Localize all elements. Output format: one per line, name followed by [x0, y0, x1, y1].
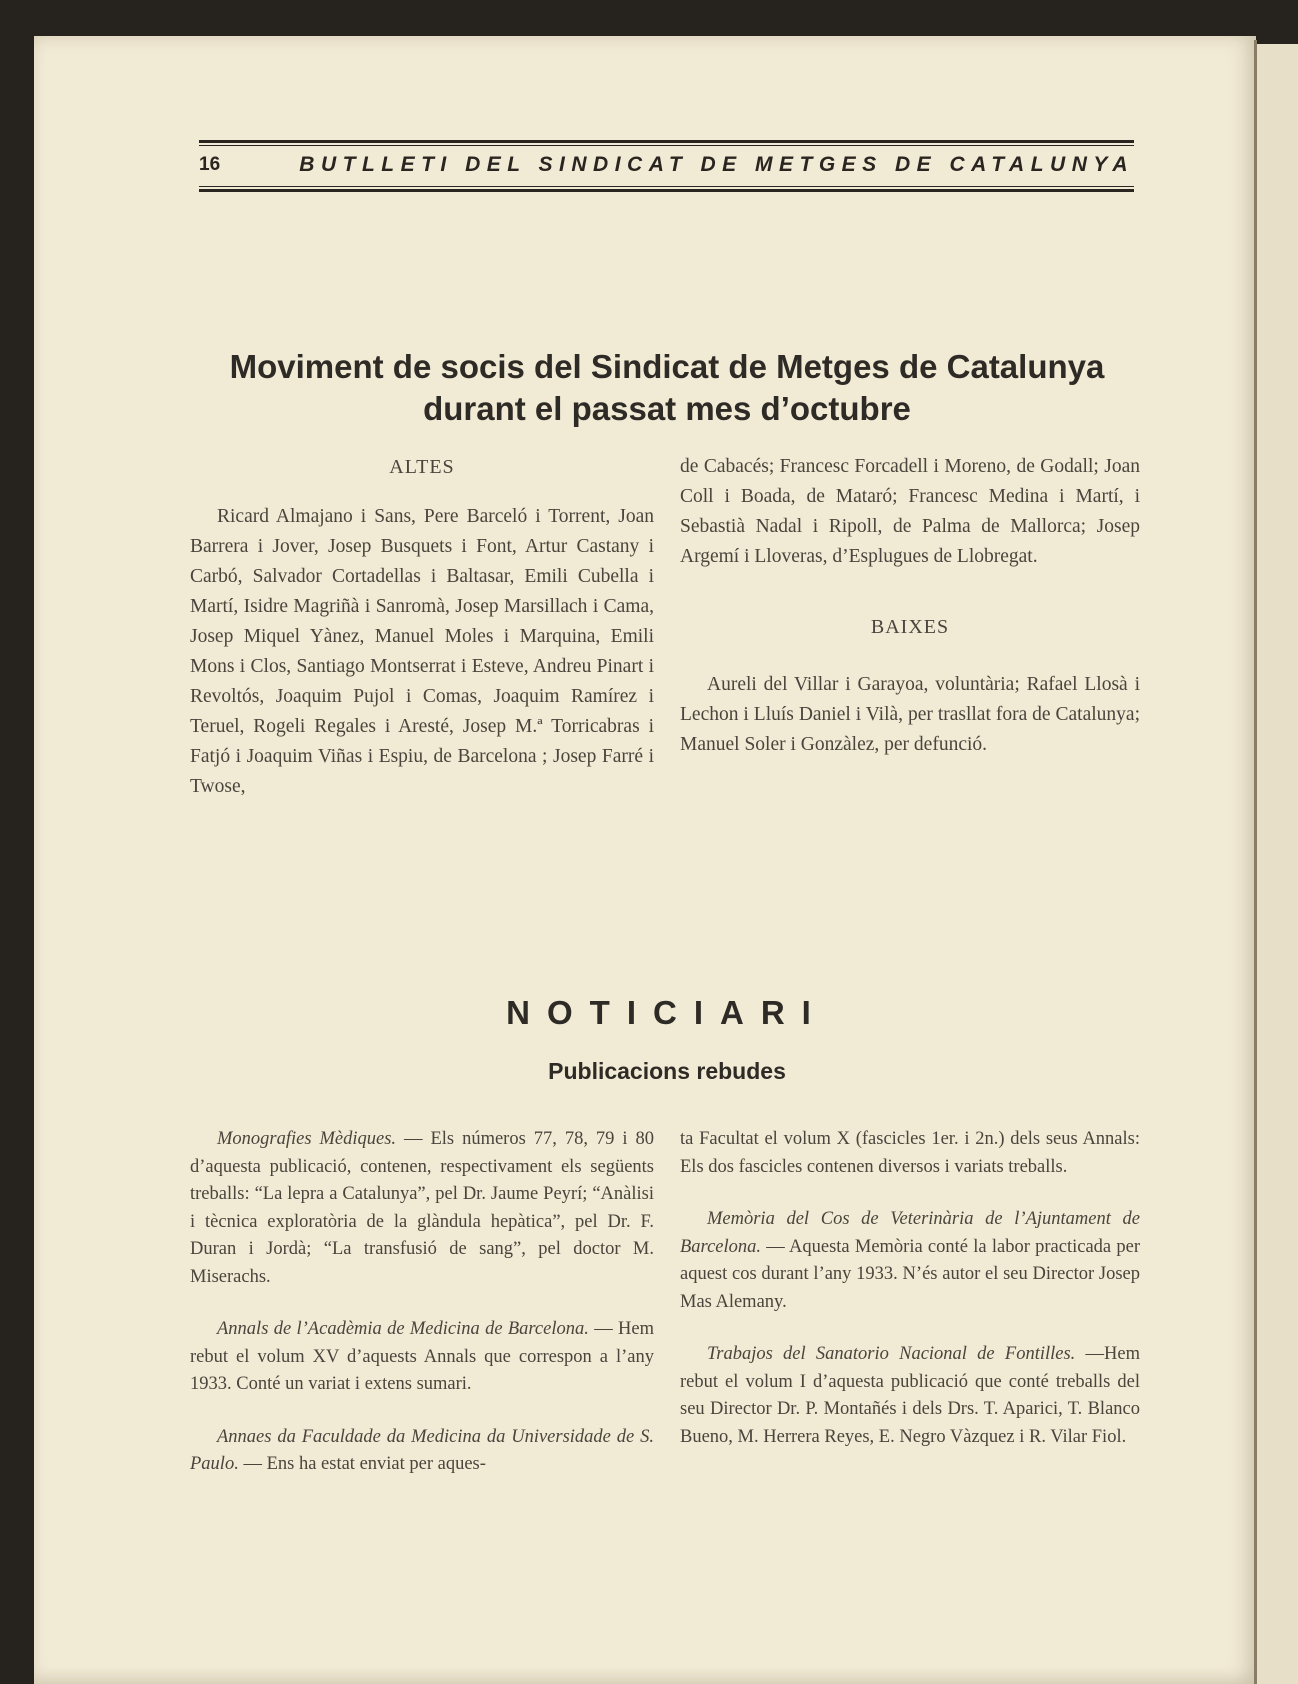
running-title: BUTLLETI DEL SINDICAT DE METGES DE CATALUNYA: [299, 153, 1134, 176]
article-title-line1: Moviment de socis del Sindicat de Metges de Catalunya: [229, 348, 1105, 385]
header-rule-bottom: [199, 189, 1134, 192]
news-item-text: — Hem rebut el volum XV d’aquests Annals que correspon a l’any 1933. Conté un variat i extens sumari.: [190, 1319, 654, 1394]
header-rule-bottom-thin: [199, 186, 1134, 187]
page-number: 16: [199, 154, 221, 175]
altes-continued-text: de Cabacés; Francesc Forcadell i Moreno, de Godall; Joan Coll i Boada, de Mataró; Francesc Medina i Martí, i Sebastià Nadal i Ripoll, de Palma de Mallorca; Josep Argemí i Lloveras, d’Esplugues de Llobregat.: [680, 456, 1140, 567]
news-item-title: Monografies Mèdiques.: [217, 1129, 397, 1149]
news-item-text: — Els números 77, 78, 79 i 80 d’aquesta publicació, contenen, respectivament els següents treballs: “La lepra a Catalunya”, pel Dr. Jaume Peyrí; “Anàlisi i tècnica exploratòria de la glàndula hepàtica”, pel Dr. F. Duran i Jordà; “La transfusió de sang”, pel doctor M. Miserachs.: [190, 1129, 654, 1287]
news-item-title: Annals de l’Acadèmia de Medicina de Barcelona.: [217, 1319, 589, 1339]
news-item-title: Memòria del Cos de Veterinària de l’Ajuntament de Barcelona.: [680, 1209, 1140, 1257]
baixes-text: Aureli del Villar i Garayoa, voluntària; Rafael Llosà i Lechon i Lluís Daniel i Vilà, per trasllat fora de Catalunya; Manuel Soler i Gonzàlez, per defunció.: [680, 674, 1140, 755]
news-item-text: — Ens ha estat enviat per aques-: [238, 1454, 486, 1474]
noticiari-heading: NOTICIARI: [506, 994, 828, 1031]
altes-column: [190, 452, 654, 802]
header-rule-top: [199, 140, 1134, 143]
news-item-text: — Aquesta Memòria conté la labor practicada per aquest cos durant l’any 1933. N’és autor el seu Director Josep Mas Alemany.: [680, 1236, 1140, 1312]
header-rule-top-thin: [199, 145, 1134, 146]
noticiari-left-column: [190, 1126, 654, 1504]
noticiari-right-column: [680, 1126, 1140, 1476]
news-item: [190, 1424, 654, 1479]
news-item: [680, 1341, 1140, 1451]
altes-heading: ALTES: [389, 456, 455, 478]
article-title: [150, 346, 1184, 430]
news-item: [680, 1206, 1140, 1316]
news-item-continued: ta Facultat el volum X (fascicles 1er. i 2n.) dels seus Annals: Els dos fascicles contenen diversos i variats treballs.: [680, 1129, 1140, 1177]
altes-text: Ricard Almajano i Sans, Pere Barceló i Torrent, Joan Barrera i Jover, Josep Busquets i Font, Artur Castany i Carbó, Salvador Cortadellas i Baltasar, Emili Cubella i Martí, Isidre Magriñà i Sanromà, Josep Marsillach i Cama, Josep Miquel Yànez, Manuel Moles i Marquina, Emili Mons i Clos, Santiago Montserrat i Esteve, Andreu Pinart i Revoltós, Joaquim Pujol i Comas, Joaquim Ramírez i Teruel, Rogeli Regales i Aresté, Josep M.ª Torricabras i Fatjó i Joaquim Viñas i Espiu, de Barcelona ; Josep Farré i Twose,: [190, 506, 654, 797]
publicacions-subheading: Publicacions rebudes: [548, 1058, 786, 1084]
running-header: [199, 152, 1134, 178]
news-item-text: —Hem rebut el volum I d’aquesta publicació que conté treballs del seu Director Dr. P. Montañés i dels Drs. T. Aparici, T. Blanco Bueno, M. Herrera Reyes, E. Negro Vàzquez i R. Vilar Fiol.: [680, 1344, 1141, 1447]
news-item: [190, 1126, 654, 1291]
article-title-line2: durant el passat mes d’octubre: [423, 390, 911, 427]
baixes-heading: BAIXES: [870, 616, 950, 638]
right-column-top: [680, 452, 1140, 760]
adjacent-page-edge: [1257, 44, 1298, 1684]
news-item-title: Annaes da Faculdade da Medicina da Universidade de S. Paulo.: [190, 1426, 654, 1474]
news-item-title: Trabajos del Sanatorio Nacional de Fontilles.: [707, 1344, 1076, 1364]
news-item: [190, 1316, 654, 1399]
